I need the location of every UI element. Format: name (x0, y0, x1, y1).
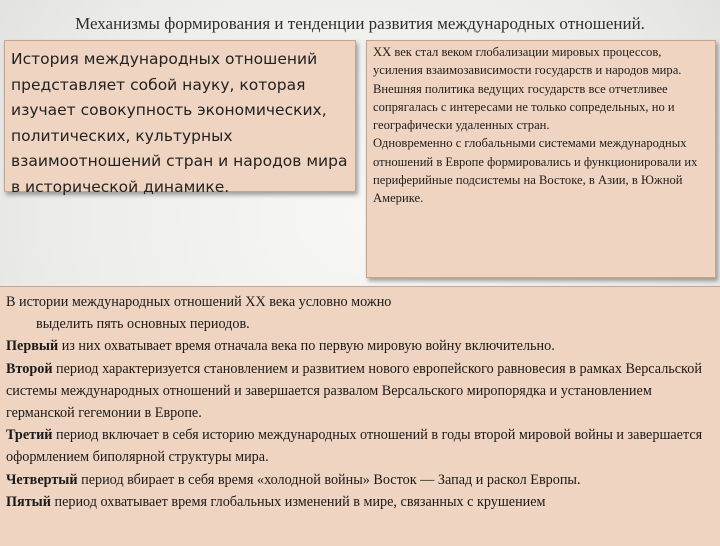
definition-box (4, 40, 356, 196)
period-fourth-text: период вбирает в себя время «холодной войны» Восток — Запад и раскол Европы. (77, 471, 581, 488)
period-fourth (6, 469, 714, 491)
period-second (6, 358, 714, 425)
globalization-paragraph-3: Одновременно с глобальными системами международных отношений в Европе формировались и функционировали их периферийные подсистемы на Востоке, в Азии, в Южной Америке. (373, 136, 698, 206)
period-first (6, 335, 714, 357)
periods-box (0, 286, 720, 546)
period-second-label: Второй (6, 360, 53, 377)
periods-intro-line-2: выделить пять основных периодов. (36, 316, 250, 333)
period-fifth (6, 491, 714, 513)
globalization-box (366, 40, 716, 278)
period-third-text: период включает в себя историю международных отношений в годы второй мировой войны и завершается оформлением биполярной структуры мира. (6, 427, 703, 466)
definition-text: История международных отношений представляет собой науку, которая изучает совокупность экономических, политических, культурных взаимоотношений стран и народов мира в исторической динамике. (11, 50, 348, 196)
period-fifth-label: Пятый (6, 493, 51, 510)
period-fifth-text: период охватывает время глобальных изменений в мире, связанных с крушением (50, 493, 546, 510)
period-third (6, 424, 714, 468)
period-fourth-label: Четвертый (6, 471, 78, 488)
globalization-paragraph-2: Внешняя политика ведущих государств все отчетливее сопрягалась с интересами не только сопредельных, но и географически удаленных стран. (373, 81, 675, 133)
period-first-label: Первый (6, 338, 59, 355)
period-first-text: из них охватывает время отначала века по первую мировую войну включительно. (58, 338, 555, 355)
slide-title: Механизмы формирования и тенденции развития международных отношений. (75, 14, 645, 33)
globalization-paragraph-1: XX век стал веком глобализации мировых процессов, усиления взаимозависимости государств и народов мира. (373, 45, 682, 78)
period-third-label: Третий (6, 427, 53, 444)
period-second-text: период характеризуется становлением и развитием нового европейского равновесия в рамках Версальской системы международных отношений и завершается развалом Версальского миропорядка и установлением германской гегемонии в Европе. (6, 360, 702, 422)
periods-intro-line-1: В истории международных отношений XX века условно можно (6, 294, 392, 310)
